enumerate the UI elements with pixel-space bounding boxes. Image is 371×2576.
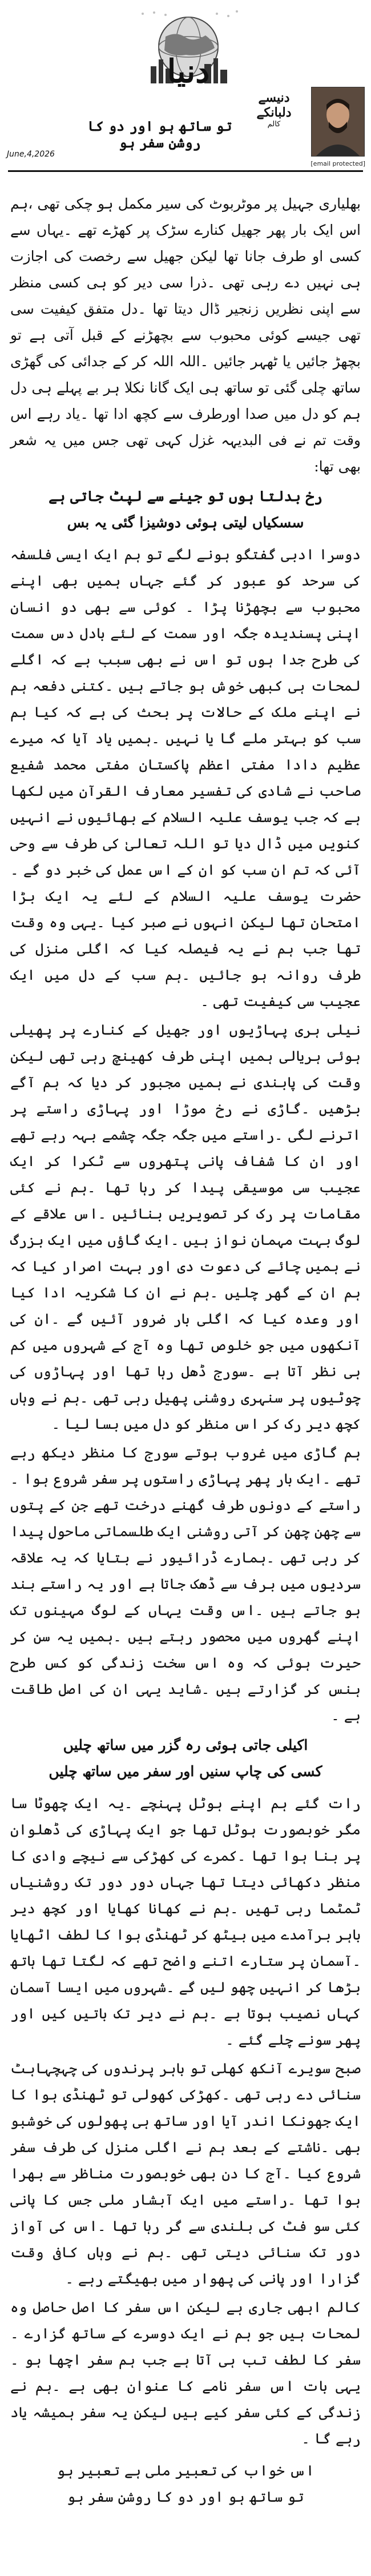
paragraph-3: نیلی ہری پہاڑیوں اور جھیل کے کنارے پر پھیلی ہوئی ہریالی ہمیں اپنی طرف کھینچ رہی تھی لیکن وقت کی پابندی نے ہمیں مجبور کر دیا کہ ہم آگے بڑھیں ۔گاڑی نے رخ موڑا اور پہاڑی راستے پر اترنے لگی ۔راستے میں جگہ جگہ چشمے بہہ رہے تھے اور ان کا شفاف پانی پتھروں سے ٹکرا کر ایک عجیب سی موسیقی پیدا کر رہا تھا ۔ہم نے کئی مقامات پر رک کر تصویریں بنائیں ۔اس علاقے کے لوگ بہت مہمان نواز ہیں ۔ایک گاؤں میں ایک بزرگ نے ہمیں چائے کی دعوت دی اور بہت اصرار کیا کہ ہم ان کے گھر چلیں ۔ہم نے ان کا شکریہ ادا کیا اور وعدہ کیا کہ اگلی بار ضرور آئیں گے ۔ان کی آنکھوں میں جو خلوص تھا وہ آج کے شہروں میں کم ہی نظر آتا ہے ۔سورج ڈھل رہا تھا اور پہاڑوں کی چوٹیوں پر سنہری روشنی پھیل رہی تھی ۔ہم نے وہاں کچھ دیر رک کر اس منظر کو دل میں بسا لیا ۔ bbox=[10, 1021, 361, 1432]
paragraph-7: کالم ابھی جاری ہے لیکن اس سفر کا اصل حاصل وہ لمحات ہیں جو ہم نے ایک دوسرے کے ساتھ گزارے ۔سفر کا لطف تب ہی آتا ہے جب ہم سفر اچھا ہو ۔یہی بات اس سفر نامے کا عنوان بھی ہے ۔ہم نے زندگی کے کئی سفر کیے ہیں لیکن یہ سفر ہمیشہ یاد رہے گا ۔ bbox=[10, 2299, 361, 2447]
column-headline: تو ساتھ ہو اور دو کا روشن سفر ہو bbox=[87, 118, 232, 151]
paragraph-5: رات گئے ہم اپنے ہوٹل پہنچے ۔یہ ایک چھوٹا سا مگر خوبصورت ہوٹل تھا جو ایک پہاڑی کی ڈھلوان پر بنا ہوا تھا ۔کمرے کی کھڑکی سے نیچے وادی کا منظر دکھائی دیتا تھا جہاں دور دور تک روشنیاں ٹمٹما رہی تھیں ۔ہم نے کھانا کھایا اور کچھ دیر باہر برآمدے میں بیٹھ کر ٹھنڈی ہوا کا لطف اٹھایا ۔آسمان پر ستارے اتنے واضح تھے کہ لگتا تھا ہاتھ بڑھا کر انہیں چھو لیں گے ۔شہروں میں ایسا آسمان کہاں نصیب ہوتا ہے ۔ہم نے دیر تک باتیں کیں اور پھر سونے چلے گئے ۔ bbox=[10, 1795, 361, 2048]
closing-line-2: تو ساتھ ہو اور دو کا روشن سفر ہو bbox=[67, 2489, 304, 2505]
masthead bbox=[0, 0, 371, 194]
paragraph-4: ہم گاڑی میں غروب ہوتے سورج کا منظر دیکھ رہے تھے ۔ایک بار پھر پہاڑی راستوں پر سفر شروع ہوا ۔راستے کے دونوں طرف گھنے درخت تھے جن کے پتوں سے چھن چھن کر آتی روشنی ایک طلسماتی ماحول پیدا کر رہی تھی ۔ہمارے ڈرائیور نے بتایا کہ یہ علاقہ سردیوں میں برف سے ڈھک جاتا ہے اور یہ راستے بند ہو جاتے ہیں ۔اس وقت یہاں کے لوگ مہینوں تک اپنے گھروں میں محصور رہتے ہیں ۔ہمیں یہ سن کر حیرت ہوئی کہ وہ اس سخت زندگی کو کس طرح ہنس کر گزارتے ہیں ۔شاید یہی ان کی اصل طاقت ہے ۔ bbox=[10, 1444, 361, 1724]
brand-line-2: دلبانکے bbox=[256, 105, 292, 120]
header-divider bbox=[8, 170, 363, 172]
verse-line-3: اکیلی جاتی ہوئی رہ گزر میں ساتھ چلیں bbox=[63, 1737, 308, 1753]
paragraph-2: دوسرا ادبی گفتگو ہونے لگے تو ہم ایک ایسی فلسفہ کی سرحد کو عبور کر گئے جہاں ہمیں بھی اپنے محبوب سے بچھڑنا پڑا ۔ کوئی سے بھی دو انسان اپنی پسندیدہ جگہ اور سمت کے لئے بادل دس سمت کی طرح جدا ہوں تو اس نے بھی سبب ہے کہ اگلے لمحات ہی کبھی خوش ہو جاتے ہیں ۔کتنی دفعہ ہم نے اپنے ملک کے حالات پر بحث کی ہے کہ کیا ہم سب کو بہتر ملے گا یا نہیں ۔ہمیں یاد آیا کہ میرے عظیم دادا مفتی اعظم پاکستان مفتی محمد شفیع صاحب نے شادی کی تفسیر معارف القرآن میں لکھا ہے کہ جب یوسف علیہ السلام کے بھائیوں نے انہیں کنویں میں ڈال دیا تو اللہ تعالیٰ کی طرف سے وحی آئی کہ تم ان سب کو ان کے اس عمل کی خبر دو گے ۔حضرت یوسف علیہ السلام کے لئے یہ ایک بڑا امتحان تھا لیکن انہوں نے صبر کیا ۔یہی وہ وقت تھا جب ہم نے یہ فیصلہ کیا کہ اگلی منزل کی طرف روانہ ہو جائیں ۔ہم سب کے دل میں ایک عجیب سی کیفیت تھی ۔ bbox=[10, 546, 361, 1009]
author-email[interactable]: [email protected] bbox=[310, 160, 365, 167]
paragraph-1: بھلیاری جہیل پر موٹربوٹ کی سیر مکمل ہو چکی تھی ،ہم اس ایک بار پھر جھیل کنارے سڑک پر کھڑے تھے ۔یہاں سے کسی او طرف جانا تھا لیکن جھیل سے رخصت کی اجازت ہی نہیں دے رہی تھی ۔ذرا سی دیر کو ہی کسی منظر سے اپنی نظریں زنجیر ڈال دیتا تھا ۔دل متفق کیفیت سی تھی جیسے کوئی محبوب سے بچھڑنے کے قبل آتی ہے تو بچھڑ جائیں یا ٹھہر جائیں ۔اللہ اللہ کر کے جدائی کی گھڑی ساتھ چلی گئی تو ساتھ ہی ایک گانا نکلا ہر بے پہلے ہی دل ہم کو دل میں صدا اورطرف سے کچھ ادا تھا ۔یاد رہے اس وقت تم نے فی البدیہہ غزل کہی تھی جس میں یہ شعر بھی تھا: bbox=[10, 195, 361, 475]
logo-graphic-icon bbox=[131, 2, 245, 87]
brand-sub: کالم bbox=[267, 120, 281, 129]
verse-line-2: سسکیاں لیتی ہوئی دوشیزا گئی یہ بس bbox=[67, 514, 304, 531]
column-brand bbox=[240, 90, 308, 129]
closing-line-1: اس خواب کی تعبیر ملی ہے تعبیر ہو bbox=[57, 2462, 314, 2479]
verse-block-1 bbox=[10, 483, 361, 536]
logo-text: دنیا bbox=[167, 53, 210, 87]
verse-line-4: کسی کی چاپ سنیں اور سفر میں ساتھ چلیں bbox=[49, 1763, 322, 1780]
brand-line-1: دنیسے bbox=[258, 90, 290, 105]
verse-block-2 bbox=[10, 1732, 361, 1785]
paragraph-6: صبح سویرے آنکھ کھلی تو باہر پرندوں کی چہچہاہٹ سنائی دے رہی تھی ۔کھڑکی کھولی تو ٹھنڈی ہوا کا ایک جھونکا اندر آیا اور ساتھ ہی پھولوں کی خوشبو بھی ۔ناشتے کے بعد ہم نے اگلی منزل کی طرف سفر شروع کیا ۔آج کا دن بھی خوبصورت مناظر سے بھرا ہوا تھا ۔راستے میں ایک آبشار ملی جس کا پانی کئی سو فٹ کی بلندی سے گر رہا تھا ۔اس کی آواز دور تک سنائی دیتی تھی ۔ہم نے وہاں کافی وقت گزارا اور پانی کی پھوار میں بھیگتے رہے ۔ bbox=[10, 2060, 361, 2287]
article-body bbox=[10, 191, 361, 2510]
verse-line-1: رخ بدلتا ہوں تو جینے سے لپٹ جاتی ہے bbox=[49, 488, 322, 504]
person-avatar-icon bbox=[312, 87, 364, 156]
publish-date: June,4,2026 bbox=[7, 150, 55, 159]
closing-verse bbox=[10, 2458, 361, 2510]
newspaper-logo bbox=[131, 2, 245, 87]
columnist-photo bbox=[311, 87, 365, 157]
